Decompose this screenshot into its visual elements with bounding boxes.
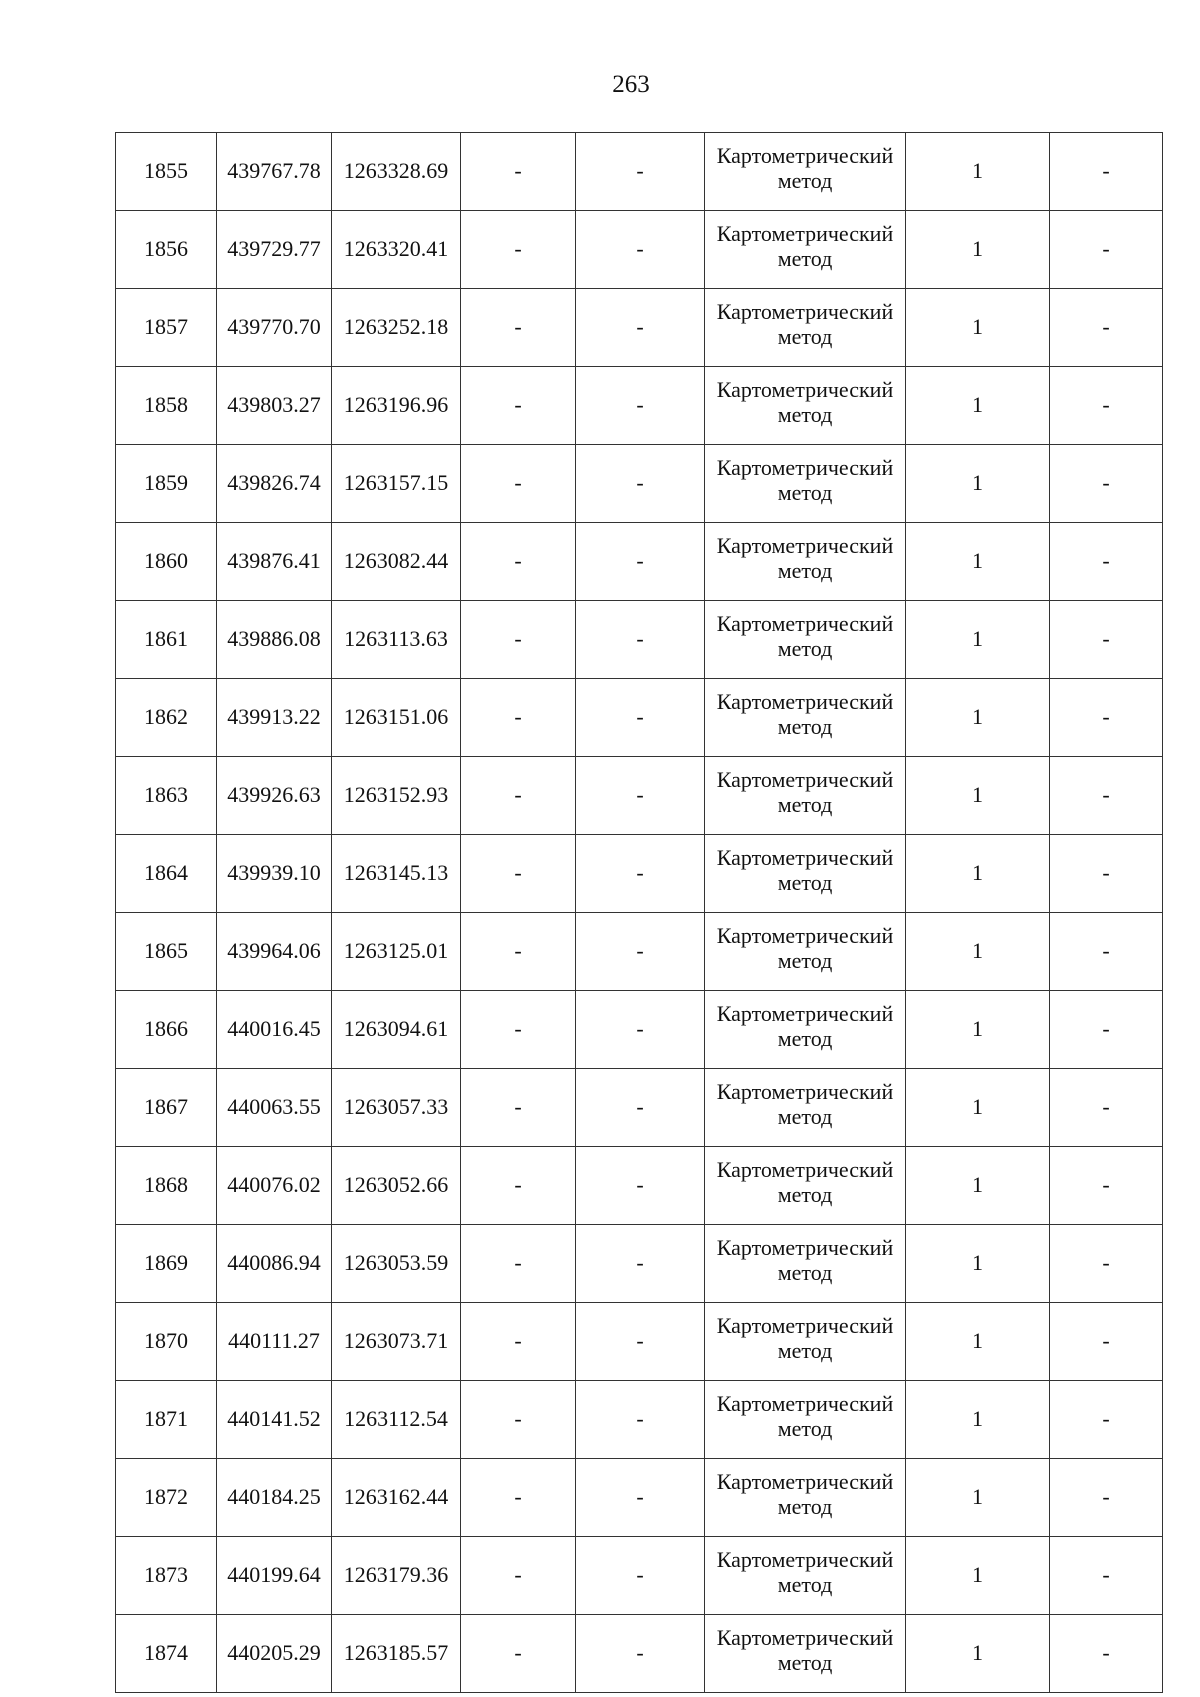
method-text-line-2: метод	[777, 1415, 833, 1441]
accuracy-cell: 1	[906, 1303, 1050, 1381]
accuracy-cell: 1	[906, 133, 1050, 211]
method-text-line-2: метод	[777, 869, 833, 895]
empty-value-cell: -	[1050, 445, 1163, 523]
page-number: 263	[612, 71, 650, 98]
point-number-cell: 1856	[116, 211, 217, 289]
method-cell	[705, 991, 906, 1069]
point-number-cell: 1870	[116, 1303, 217, 1381]
method-cell	[705, 913, 906, 991]
point-number-cell: 1855	[116, 133, 217, 211]
empty-value-cell: -	[1050, 757, 1163, 835]
x-coordinate-cell: 440199.64	[217, 1537, 332, 1615]
empty-value-cell: -	[576, 1303, 705, 1381]
x-coordinate-cell: 439826.74	[217, 445, 332, 523]
empty-value-cell: -	[576, 1381, 705, 1459]
point-number-cell: 1867	[116, 1069, 217, 1147]
empty-value-cell: -	[1050, 211, 1163, 289]
empty-value-cell: -	[576, 1459, 705, 1537]
x-coordinate-cell: 440111.27	[217, 1303, 332, 1381]
method-cell	[705, 1225, 906, 1303]
empty-value-cell: -	[461, 1537, 576, 1615]
table-row	[116, 1303, 1163, 1381]
method-text-line-1: Картометрический	[716, 688, 894, 714]
method-cell	[705, 445, 906, 523]
method-cell	[705, 835, 906, 913]
method-text-line-1: Картометрический	[716, 220, 894, 246]
empty-value-cell: -	[576, 211, 705, 289]
method-text-line-1: Картометрический	[716, 1624, 894, 1650]
method-text-line-1: Картометрический	[716, 1234, 894, 1260]
empty-value-cell: -	[576, 913, 705, 991]
empty-value-cell: -	[576, 757, 705, 835]
point-number-cell: 1859	[116, 445, 217, 523]
x-coordinate-cell: 439964.06	[217, 913, 332, 991]
method-text-line-1: Картометрический	[716, 532, 894, 558]
empty-value-cell: -	[461, 913, 576, 991]
empty-value-cell: -	[576, 1537, 705, 1615]
y-coordinate-cell: 1263162.44	[332, 1459, 461, 1537]
table-row	[116, 601, 1163, 679]
accuracy-cell: 1	[906, 1459, 1050, 1537]
method-text-line-2: метод	[777, 167, 833, 193]
y-coordinate-cell: 1263152.93	[332, 757, 461, 835]
method-cell	[705, 757, 906, 835]
x-coordinate-cell: 439886.08	[217, 601, 332, 679]
empty-value-cell: -	[1050, 601, 1163, 679]
x-coordinate-cell: 439729.77	[217, 211, 332, 289]
empty-value-cell: -	[461, 1225, 576, 1303]
empty-value-cell: -	[1050, 1303, 1163, 1381]
method-text-line-2: метод	[777, 1103, 833, 1129]
empty-value-cell: -	[1050, 1459, 1163, 1537]
empty-value-cell: -	[461, 523, 576, 601]
empty-value-cell: -	[461, 1069, 576, 1147]
y-coordinate-cell: 1263185.57	[332, 1615, 461, 1693]
table-row	[116, 1147, 1163, 1225]
empty-value-cell: -	[576, 523, 705, 601]
method-text-line-1: Картометрический	[716, 1156, 894, 1182]
accuracy-cell: 1	[906, 367, 1050, 445]
empty-value-cell: -	[576, 133, 705, 211]
point-number-cell: 1869	[116, 1225, 217, 1303]
empty-value-cell: -	[461, 133, 576, 211]
empty-value-cell: -	[576, 1615, 705, 1693]
method-text-line-1: Картометрический	[716, 1000, 894, 1026]
method-cell	[705, 289, 906, 367]
empty-value-cell: -	[1050, 367, 1163, 445]
empty-value-cell: -	[1050, 1225, 1163, 1303]
method-text-line-1: Картометрический	[716, 610, 894, 636]
method-cell	[705, 1303, 906, 1381]
y-coordinate-cell: 1263073.71	[332, 1303, 461, 1381]
method-text-line-1: Картометрический	[716, 1312, 894, 1338]
accuracy-cell: 1	[906, 913, 1050, 991]
method-cell	[705, 367, 906, 445]
table-row	[116, 133, 1163, 211]
y-coordinate-cell: 1263196.96	[332, 367, 461, 445]
accuracy-cell: 1	[906, 1537, 1050, 1615]
y-coordinate-cell: 1263113.63	[332, 601, 461, 679]
point-number-cell: 1871	[116, 1381, 217, 1459]
method-cell	[705, 211, 906, 289]
empty-value-cell: -	[461, 835, 576, 913]
x-coordinate-cell: 440076.02	[217, 1147, 332, 1225]
x-coordinate-cell: 440086.94	[217, 1225, 332, 1303]
point-number-cell: 1860	[116, 523, 217, 601]
empty-value-cell: -	[1050, 1069, 1163, 1147]
empty-value-cell: -	[1050, 835, 1163, 913]
table-row	[116, 367, 1163, 445]
y-coordinate-cell: 1263112.54	[332, 1381, 461, 1459]
accuracy-cell: 1	[906, 757, 1050, 835]
method-text-line-2: метод	[777, 1571, 833, 1597]
method-text-line-2: метод	[777, 791, 833, 817]
method-text-line-2: метод	[777, 635, 833, 661]
y-coordinate-cell: 1263053.59	[332, 1225, 461, 1303]
table-row	[116, 211, 1163, 289]
empty-value-cell: -	[576, 835, 705, 913]
method-cell	[705, 1069, 906, 1147]
x-coordinate-cell: 439767.78	[217, 133, 332, 211]
empty-value-cell: -	[461, 601, 576, 679]
accuracy-cell: 1	[906, 523, 1050, 601]
method-text-line-1: Картометрический	[716, 922, 894, 948]
table-row	[116, 991, 1163, 1069]
empty-value-cell: -	[1050, 1537, 1163, 1615]
method-cell	[705, 1615, 906, 1693]
method-cell	[705, 601, 906, 679]
accuracy-cell: 1	[906, 679, 1050, 757]
method-cell	[705, 1459, 906, 1537]
method-text-line-1: Картометрический	[716, 1546, 894, 1572]
method-text-line-1: Картометрический	[716, 376, 894, 402]
point-number-cell: 1864	[116, 835, 217, 913]
method-cell	[705, 679, 906, 757]
table-row	[116, 289, 1163, 367]
empty-value-cell: -	[461, 757, 576, 835]
method-cell	[705, 133, 906, 211]
empty-value-cell: -	[576, 1069, 705, 1147]
empty-value-cell: -	[1050, 1147, 1163, 1225]
method-cell	[705, 1381, 906, 1459]
x-coordinate-cell: 439939.10	[217, 835, 332, 913]
accuracy-cell: 1	[906, 1381, 1050, 1459]
method-cell	[705, 1537, 906, 1615]
x-coordinate-cell: 439803.27	[217, 367, 332, 445]
empty-value-cell: -	[576, 679, 705, 757]
method-cell	[705, 1147, 906, 1225]
method-text-line-1: Картометрический	[716, 844, 894, 870]
accuracy-cell: 1	[906, 601, 1050, 679]
empty-value-cell: -	[461, 211, 576, 289]
table-row	[116, 757, 1163, 835]
accuracy-cell: 1	[906, 1225, 1050, 1303]
x-coordinate-cell: 439876.41	[217, 523, 332, 601]
point-number-cell: 1873	[116, 1537, 217, 1615]
method-text-line-2: метод	[777, 947, 833, 973]
accuracy-cell: 1	[906, 991, 1050, 1069]
empty-value-cell: -	[1050, 679, 1163, 757]
empty-value-cell: -	[1050, 133, 1163, 211]
accuracy-cell: 1	[906, 835, 1050, 913]
accuracy-cell: 1	[906, 1615, 1050, 1693]
coordinates-table	[115, 132, 1163, 1693]
table-row	[116, 835, 1163, 913]
y-coordinate-cell: 1263320.41	[332, 211, 461, 289]
method-text-line-2: метод	[777, 1025, 833, 1051]
empty-value-cell: -	[461, 1147, 576, 1225]
point-number-cell: 1865	[116, 913, 217, 991]
y-coordinate-cell: 1263252.18	[332, 289, 461, 367]
point-number-cell: 1861	[116, 601, 217, 679]
method-cell	[705, 523, 906, 601]
x-coordinate-cell: 440141.52	[217, 1381, 332, 1459]
point-number-cell: 1858	[116, 367, 217, 445]
table-row	[116, 913, 1163, 991]
accuracy-cell: 1	[906, 211, 1050, 289]
empty-value-cell: -	[1050, 913, 1163, 991]
table-row	[116, 1225, 1163, 1303]
point-number-cell: 1866	[116, 991, 217, 1069]
table-row	[116, 1537, 1163, 1615]
point-number-cell: 1857	[116, 289, 217, 367]
accuracy-cell: 1	[906, 1147, 1050, 1225]
empty-value-cell: -	[461, 991, 576, 1069]
empty-value-cell: -	[461, 1615, 576, 1693]
table-row	[116, 1459, 1163, 1537]
method-text-line-1: Картометрический	[716, 298, 894, 324]
empty-value-cell: -	[1050, 1615, 1163, 1693]
table-row	[116, 1069, 1163, 1147]
empty-value-cell: -	[1050, 1381, 1163, 1459]
y-coordinate-cell: 1263145.13	[332, 835, 461, 913]
y-coordinate-cell: 1263052.66	[332, 1147, 461, 1225]
y-coordinate-cell: 1263179.36	[332, 1537, 461, 1615]
empty-value-cell: -	[461, 367, 576, 445]
method-text-line-1: Картометрический	[716, 1390, 894, 1416]
table-row	[116, 523, 1163, 601]
point-number-cell: 1862	[116, 679, 217, 757]
method-text-line-1: Картометрический	[716, 766, 894, 792]
empty-value-cell: -	[576, 289, 705, 367]
x-coordinate-cell: 440063.55	[217, 1069, 332, 1147]
method-text-line-1: Картометрический	[716, 1078, 894, 1104]
x-coordinate-cell: 440016.45	[217, 991, 332, 1069]
y-coordinate-cell: 1263157.15	[332, 445, 461, 523]
empty-value-cell: -	[461, 289, 576, 367]
method-text-line-2: метод	[777, 1337, 833, 1363]
empty-value-cell: -	[576, 1147, 705, 1225]
table-row	[116, 1381, 1163, 1459]
x-coordinate-cell: 439913.22	[217, 679, 332, 757]
method-text-line-2: метод	[777, 323, 833, 349]
method-text-line-2: метод	[777, 557, 833, 583]
y-coordinate-cell: 1263082.44	[332, 523, 461, 601]
y-coordinate-cell: 1263094.61	[332, 991, 461, 1069]
empty-value-cell: -	[576, 367, 705, 445]
y-coordinate-cell: 1263125.01	[332, 913, 461, 991]
method-text-line-2: метод	[777, 1493, 833, 1519]
table-row	[116, 445, 1163, 523]
x-coordinate-cell: 439770.70	[217, 289, 332, 367]
method-text-line-1: Картометрический	[716, 1468, 894, 1494]
empty-value-cell: -	[576, 1225, 705, 1303]
empty-value-cell: -	[576, 445, 705, 523]
y-coordinate-cell: 1263328.69	[332, 133, 461, 211]
point-number-cell: 1868	[116, 1147, 217, 1225]
table-body	[116, 133, 1163, 1693]
accuracy-cell: 1	[906, 289, 1050, 367]
empty-value-cell: -	[461, 679, 576, 757]
y-coordinate-cell: 1263151.06	[332, 679, 461, 757]
accuracy-cell: 1	[906, 445, 1050, 523]
empty-value-cell: -	[576, 991, 705, 1069]
method-text-line-2: метод	[777, 245, 833, 271]
empty-value-cell: -	[461, 1303, 576, 1381]
method-text-line-1: Картометрический	[716, 142, 894, 168]
method-text-line-2: метод	[777, 713, 833, 739]
y-coordinate-cell: 1263057.33	[332, 1069, 461, 1147]
x-coordinate-cell: 439926.63	[217, 757, 332, 835]
table-row	[116, 679, 1163, 757]
x-coordinate-cell: 440184.25	[217, 1459, 332, 1537]
method-text-line-1: Картометрический	[716, 454, 894, 480]
method-text-line-2: метод	[777, 1181, 833, 1207]
x-coordinate-cell: 440205.29	[217, 1615, 332, 1693]
empty-value-cell: -	[576, 601, 705, 679]
point-number-cell: 1863	[116, 757, 217, 835]
empty-value-cell: -	[1050, 289, 1163, 367]
empty-value-cell: -	[461, 445, 576, 523]
empty-value-cell: -	[461, 1381, 576, 1459]
method-text-line-2: метод	[777, 401, 833, 427]
accuracy-cell: 1	[906, 1069, 1050, 1147]
empty-value-cell: -	[1050, 523, 1163, 601]
point-number-cell: 1872	[116, 1459, 217, 1537]
method-text-line-2: метод	[777, 1649, 833, 1675]
point-number-cell: 1874	[116, 1615, 217, 1693]
method-text-line-2: метод	[777, 1259, 833, 1285]
empty-value-cell: -	[1050, 991, 1163, 1069]
empty-value-cell: -	[461, 1459, 576, 1537]
method-text-line-2: метод	[777, 479, 833, 505]
table-row	[116, 1615, 1163, 1693]
